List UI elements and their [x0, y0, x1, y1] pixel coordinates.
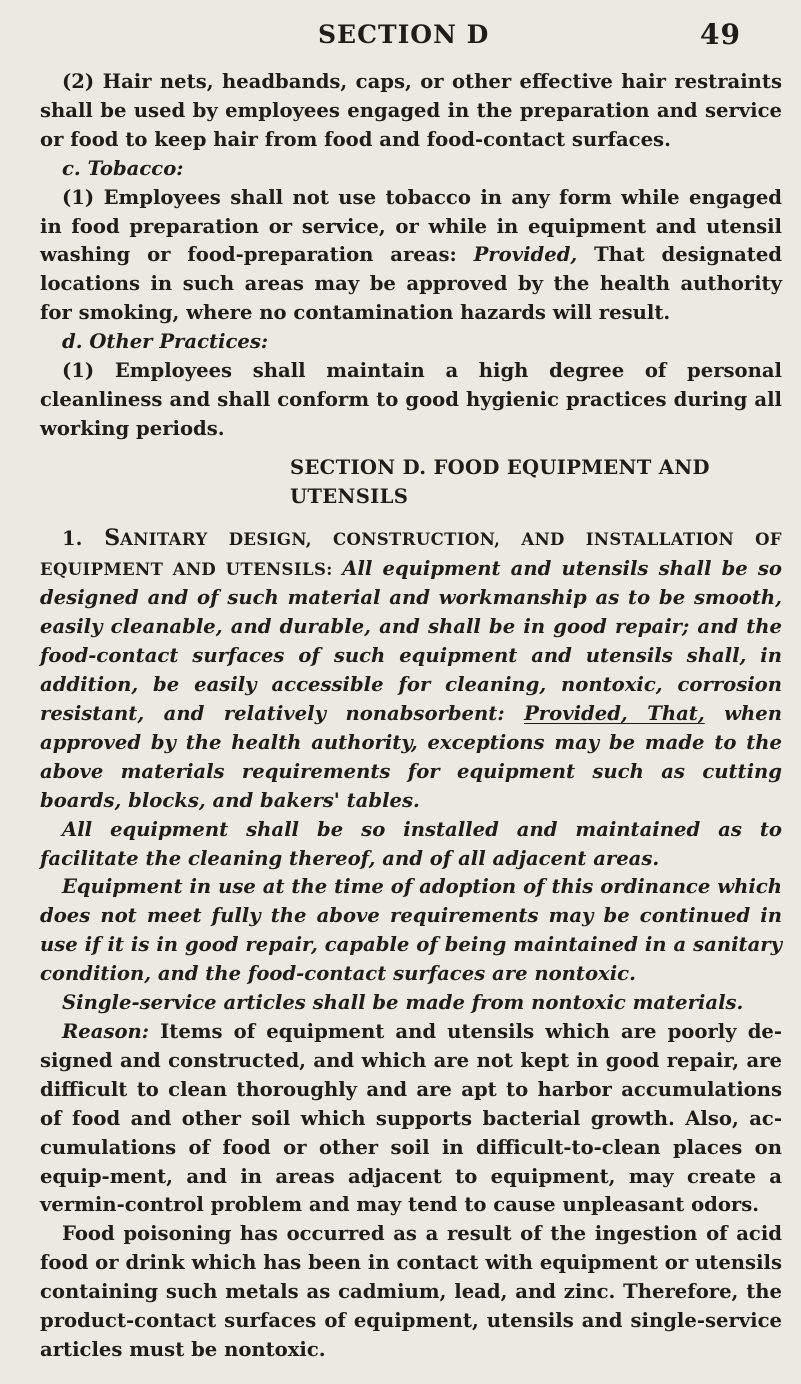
item-heading-initial: S — [104, 524, 121, 551]
design-text-b: when approved by the health authority, exceptions may be made to the above materials requirements for equipment such as cutting boards, blocks, and bakers' tables. — [40, 702, 782, 812]
item-heading: ANITARY DESIGN, CONSTRUCTION, AND INSTALLATION OF EQUIPMENT AND UTENSILS: — [40, 529, 783, 579]
reason-text: Items of equipment and utensils which are poorly de-signed and constructed, and which are not kept in good repair, are difficult to clean thoroughly and are apt to harbor accumulations of food and other soil which supports bacterial growth. Also, ac-cumulations of food or other soil in difficult-to-clean places on equip-ment, and in areas adjacent to equipment, may create a vermin-control problem and may tend to cause unpleasant odors. — [40, 1020, 782, 1217]
paragraph-sanitary-design — [40, 524, 782, 816]
reason-label: Reason: — [62, 1020, 150, 1043]
tobacco-provided: Provided, — [473, 243, 578, 267]
paragraph-adoption: Equipment in use at the time of adoption of this ordinance which does not meet fully the above requirements may be continued in use if it is in good repair, capable of being maintained in a sanitary condition, and the food-contact surfaces are nontoxic. — [40, 875, 782, 986]
paragraph-hair-restraints: (2) Hair nets, headbands, caps, or other effective hair restraints shall be used by employees engaged in the preparation and service or food to keep hair from food and food-contact surfaces. — [40, 70, 782, 151]
tobacco-text-b: That designated locations in such areas may be approved by the health authority for smoking, where no contamination hazards will result. — [40, 243, 783, 325]
paragraph-installation: All equipment shall be so installed and maintained as to facilitate the cleaning thereof, and of all adjacent areas. — [40, 817, 782, 870]
paragraph-single-service: Single-service articles shall be made from nontoxic materials. — [62, 991, 744, 1015]
page-number: 49 — [700, 18, 741, 51]
running-header-section: SECTION D — [318, 20, 490, 49]
paragraph-tobacco — [40, 184, 782, 329]
body-text — [40, 68, 782, 1365]
paragraph-reason — [40, 1018, 782, 1220]
page-header — [0, 20, 801, 56]
section-heading: SECTION D. FOOD EQUIPMENT AND UTENSILS — [290, 455, 710, 508]
paragraph-cleanliness: (1) Employees shall maintain a high degree of personal cleanliness and shall conform to good hygienic practices during all working periods. — [40, 359, 782, 440]
design-provided: Provided, That, — [524, 702, 705, 726]
subheading-other-practices: d. Other Practices: — [62, 330, 269, 354]
item-number: 1. — [62, 526, 105, 550]
design-text-a: All equipment and utensils shall be so designed and of such material and workmanship as to be smooth, easily cleanable, and durable, and shall be in good repair; and the food-contact surfaces of such equipment and utensils shall, in addition, be easily accessible for cleaning, nontoxic, corrosion resistant, and relatively nonabsorbent: — [40, 556, 783, 726]
paragraph-food-poisoning: Food poisoning has occurred as a result of the ingestion of acid food or drink which has been in contact with equipment or utensils containing such metals as cadmium, lead, and zinc. Therefore, the product-contact surfaces of equipment, utensils and single-service articles must be nontoxic. — [40, 1222, 782, 1361]
tobacco-text-a: (1) Employees shall not use tobacco in any form while engaged in food preparation or service, or while in equipment and utensil washing or food-preparation areas: — [40, 185, 782, 267]
subheading-tobacco: c. Tobacco: — [62, 156, 184, 180]
